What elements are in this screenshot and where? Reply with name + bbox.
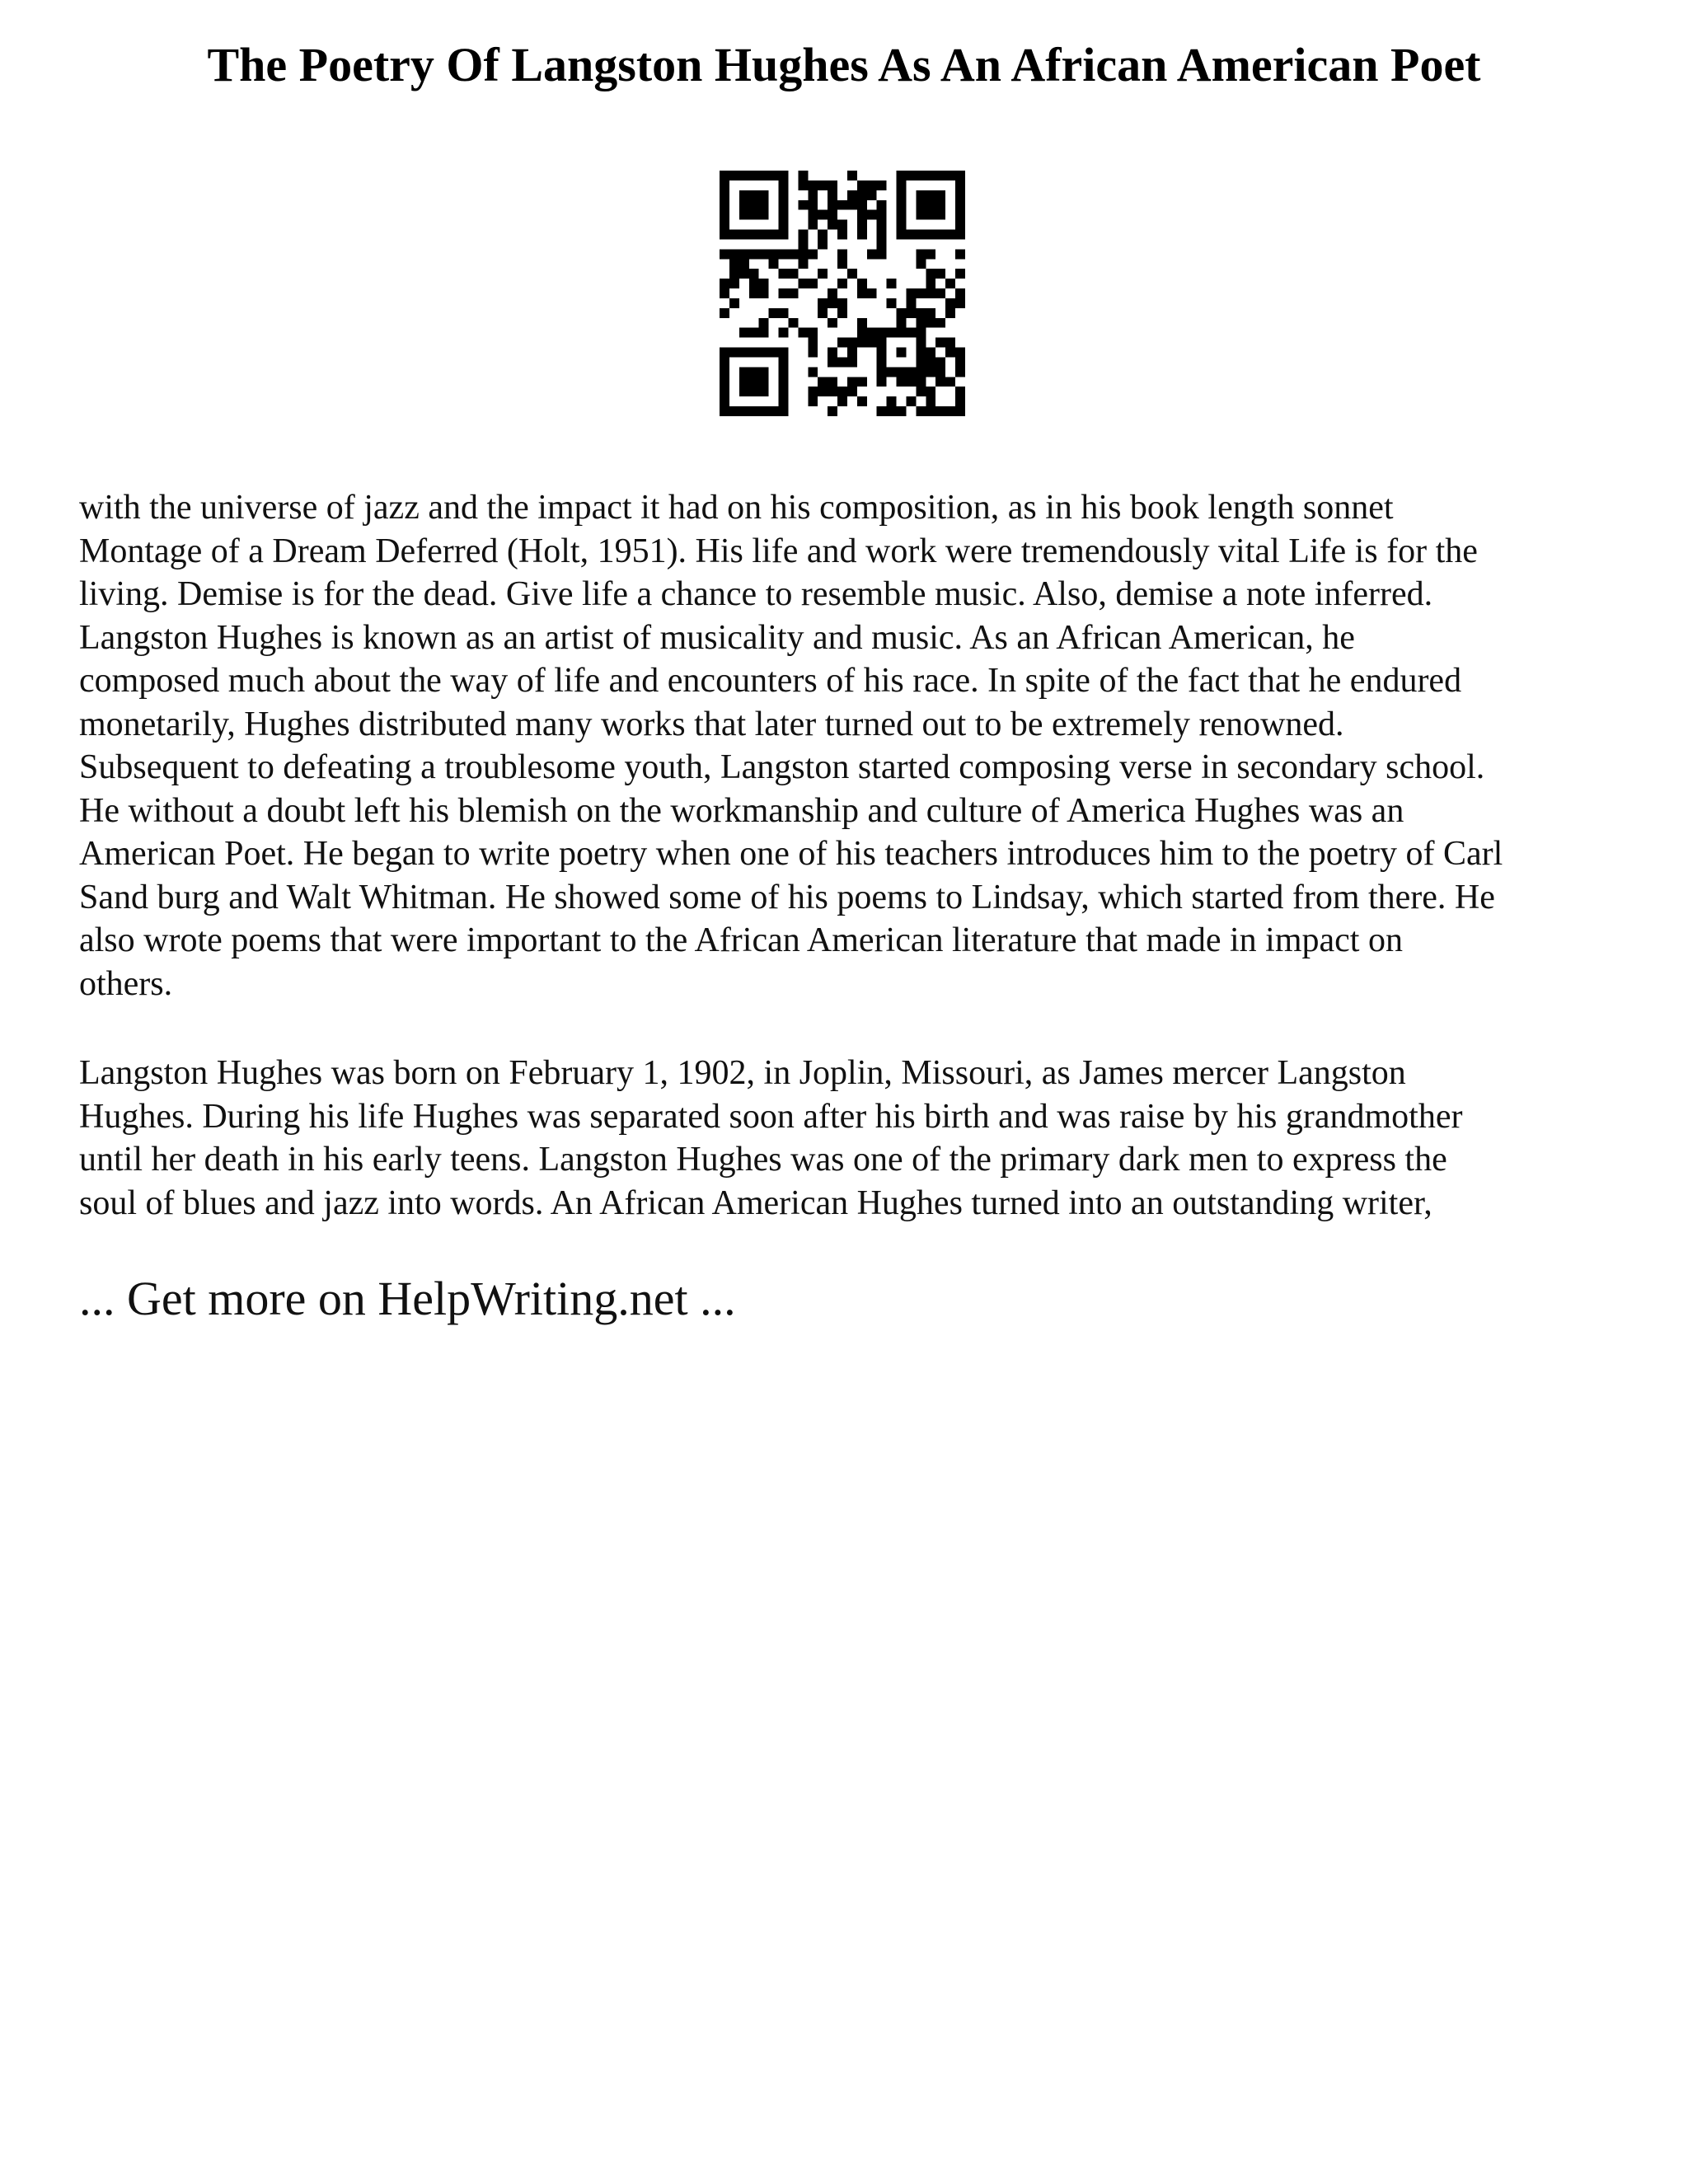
paragraph-line: with the universe of jazz and the impact it had on his composition, as in his book length sonnet: [79, 489, 1394, 527]
paragraph-line: Subsequent to defeating a troublesome youth, Langston started composing verse in secondary school.: [79, 748, 1485, 786]
paragraph-line: soul of blues and jazz into words. An African American Hughes turned into an outstanding writer,: [79, 1183, 1432, 1222]
paragraph-line: monetarily, Hughes distributed many works that later turned out to be extremely renowned.: [79, 705, 1344, 743]
get-more-link[interactable]: ... Get more on HelpWriting.net ...: [79, 1272, 736, 1325]
qr-code-icon: [720, 171, 965, 416]
paragraph-line: He without a doubt left his blemish on the workmanship and culture of America Hughes was an: [79, 791, 1404, 830]
paragraph-line: Montage of a Dream Deferred (Holt, 1951). His life and work were tremendously vital Life is for the: [79, 532, 1478, 570]
paragraph-line: living. Demise is for the dead. Give life a chance to resemble music. Also, demise a note inferred.: [79, 575, 1433, 613]
paragraph-line: others.: [79, 964, 173, 1003]
paragraph-line: until her death in his early teens. Langston Hughes was one of the primary dark men to express the: [79, 1141, 1447, 1179]
paragraph-line: Hughes. During his life Hughes was separated soon after his birth and was raise by his grandmother: [79, 1097, 1463, 1136]
paragraph-line: American Poet. He began to write poetry when one of his teachers introduces him to the poetry of Carl: [79, 835, 1503, 873]
paragraph-line: also wrote poems that were important to the African American literature that made in impact on: [79, 921, 1403, 959]
paragraph-line: Langston Hughes is known as an artist of musicality and music. As an African American, he: [79, 618, 1355, 657]
paragraph-1: [79, 486, 1629, 1005]
paragraph-2: [79, 1052, 1629, 1225]
paragraph-line: composed much about the way of life and encounters of his race. In spite of the fact that he endured: [79, 662, 1462, 700]
document-title: The Poetry Of Langston Hughes As An African American Poet: [207, 38, 1481, 91]
paragraph-line: Langston Hughes was born on February 1, 1902, in Joplin, Missouri, as James mercer Langston: [79, 1054, 1406, 1092]
paragraph-line: Sand burg and Walt Whitman. He showed some of his poems to Lindsay, which started from there. He: [79, 878, 1495, 916]
